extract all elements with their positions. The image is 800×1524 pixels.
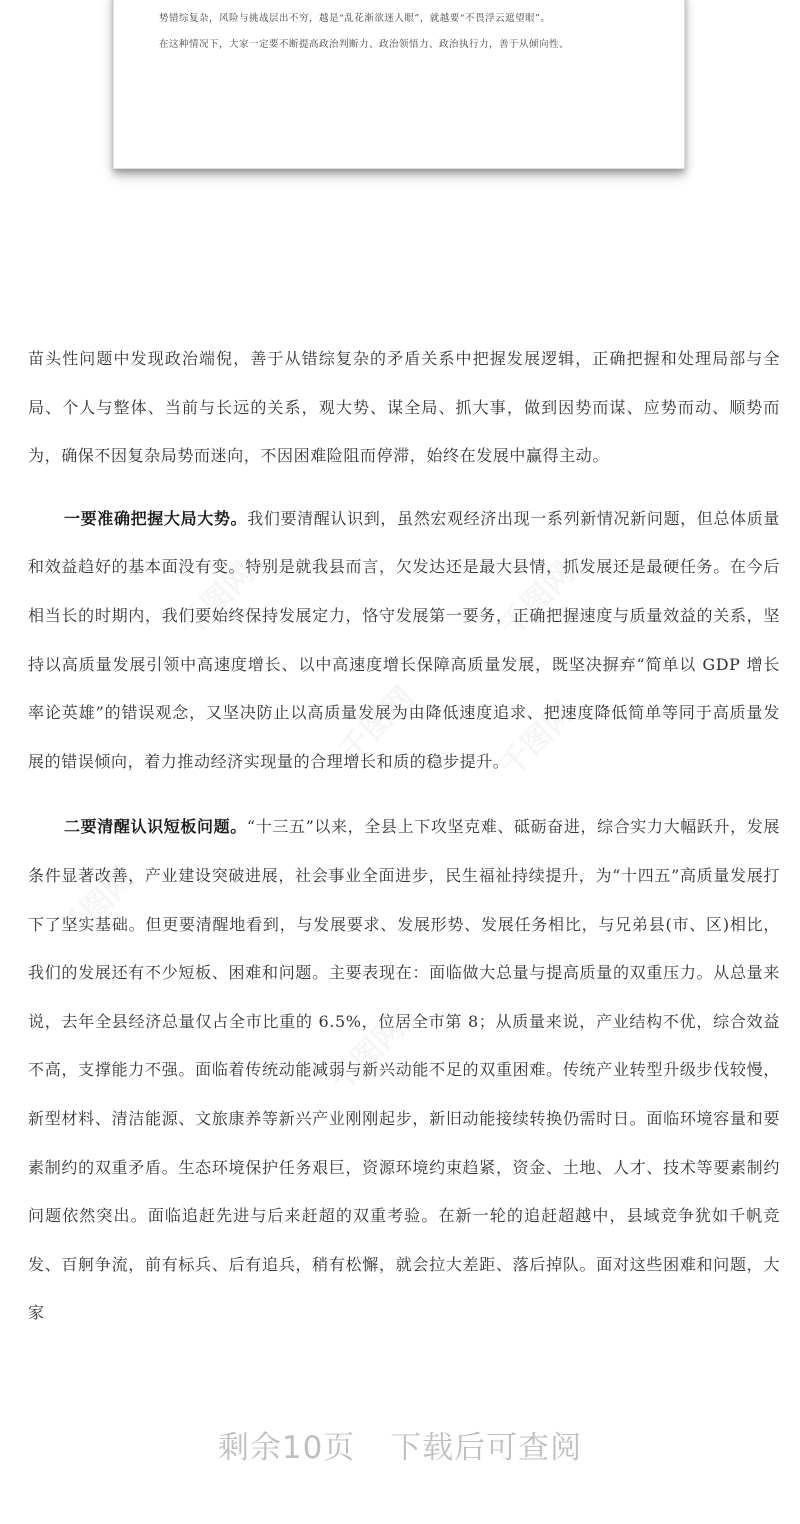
- section-body: 我们要清醒认识到，虽然宏观经济出现一系列新情况新问题，但总体质量和效益趋好的基本面没有变。特别是就我县而言，欠发达还是最大县情，抓发展还是最硬任务。在今后相当长的时期内，我们要始终保持发展定力，恪守发展第一要务，正确把握速度与质量效益的关系，坚持以高质量发展引领中高速度增长、以中高速度增长保障高质量发展，既坚决摒弃“简单以 GDP 增长率论英雄”的错误观念，又坚决防止以高质量发展为由降低速度追求、把速度降低简单等同于高质量发展的错误倾向，着力推动经济实现量的合理增长和质的稳步提升。: [28, 508, 781, 771]
- preview-text-line: 在这种情况下，大家一定要不断提高政治判断力、政治领悟力、政治执行力，善于从倾向性、: [159, 39, 570, 50]
- watermark: 千图网: [323, 1010, 412, 1099]
- page-preview-card: [113, 0, 685, 169]
- paragraph-section-2: [28, 803, 780, 1338]
- remaining-pages-download-prompt[interactable]: 剩余10页 下载后可查阅: [217, 1430, 583, 1466]
- section-heading: 一要准确把握大局大势。: [64, 508, 248, 528]
- watermark: 千图网: [493, 555, 582, 644]
- watermark: 千图网: [333, 680, 422, 769]
- section-body: “十三五”以来，全县上下攻坚克难、砥砺奋进，综合实力大幅跃升，发展条件显著改善，产业建设突破进展，社会事业全面进步，民生福祉持续提升，为“十四五”高质量发展打下了坚实基础。但更要清醒地看到，与发展要求、发展形势、发展任务相比，与兄弟县(市、区)相比，我们的发展还有不少短板、困难和问题。主要表现在：面临做大总量与提高质量的双重压力。从总量来说，去年全县经济总量仅占全市比重的 6.5%，位居全市第 8；从质量来说，产业结构不优，综合效益不高，支撑能力不强。面临着传统动能减弱与新兴动能不足的双重困难。传统产业转型升级步伐较慢，新型材料、清洁能源、文旅康养等新兴产业刚刚起步，新旧动能接续转换仍需时日。面临环境容量和要素制约的双重矛盾。生态环境保护任务艰巨，资源环境约束趋紧，资金、土地、人才、技术等要素制约问题依然突出。面临追赶先进与后来赶超的双重考验。在新一轮的追赶超越中，县域竞争犹如千帆竞发、百舸争流，前有标兵、后有追兵，稍有松懈，就会拉大差距、落后掉队。面对这些困难和问题，大家: [28, 817, 780, 1323]
- watermark: 千图网: [53, 860, 142, 949]
- paragraph-continued: 苗头性问题中发现政治端倪，善于从错综复杂的矛盾关系中把握发展逻辑，正确把握和处理局部与全局、个人与整体、当前与长远的关系，观大势、谋全局、抓大事，做到因势而谋、应势而动、顺势而为，确保不因复杂局势而迷向，不因困难险阻而停滞，始终在发展中赢得主动。: [28, 349, 780, 466]
- watermark: 千图网: [493, 695, 582, 784]
- section-heading: 二要清醒认识短板问题。: [64, 817, 247, 837]
- document-body: [28, 335, 780, 1338]
- paragraph-section-1: [28, 495, 780, 787]
- preview-text-line: 势错综复杂，风险与挑战层出不穷，越是“乱花渐欲迷人眼”，就越要“不畏浮云遮望眼”。: [159, 13, 551, 24]
- watermark: 千图网: [173, 555, 262, 644]
